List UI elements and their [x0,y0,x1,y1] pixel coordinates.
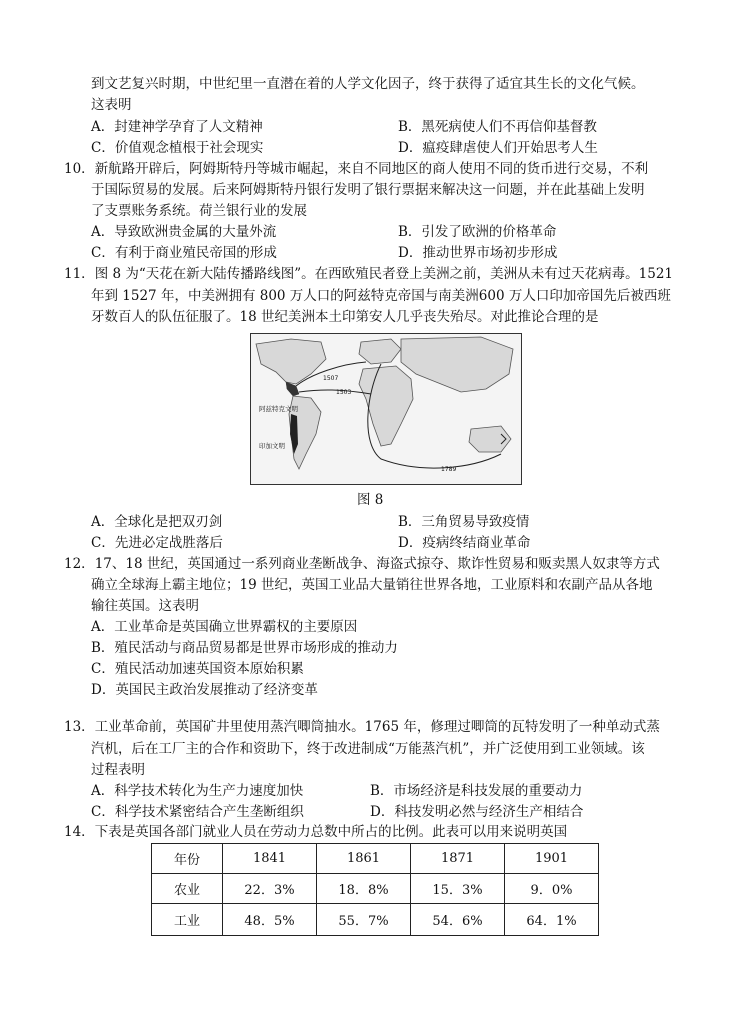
q10-option-b[interactable]: B．引发了欧洲的价格革命 [398,224,557,240]
table-cell: 48．5% [223,904,317,936]
q13-number: 13． [64,719,95,735]
table-cell: 18．8% [317,874,411,904]
figure-8-caption: 图 8 [357,492,384,508]
q13-option-a[interactable]: A．科学技术转化为生产力速度加快 [91,783,304,799]
q10-option-d[interactable]: D．推动世界市场初步形成 [398,245,558,261]
q13-option-b[interactable]: B．市场经济是科技发展的重要动力 [370,783,583,799]
q10-number: 10． [64,161,95,177]
table-header-cell: 1861 [317,844,411,874]
q12-text-line2: 确立全球海上霸主地位；19 世纪，英国工业品大量销往世界各地，工业原料和农副产品从各地 [91,577,653,593]
q10-text-line2: 于国际贸易的发展。后来阿姆斯特丹银行发明了银行票据来解决这一问题，并在此基础上发明 [91,182,645,198]
q10-option-a[interactable]: A．导致欧洲贵金属的大量外流 [91,224,277,240]
q12-text-line1: 17、18 世纪，英国通过一系列商业垄断战争、海盗式掠夺、欺诈性贸易和贩卖黑人奴隶等方式 [94,556,660,572]
table-cell: 64．1% [505,904,599,936]
q12-option-c[interactable]: C．殖民活动加速英国资本原始积累 [91,661,304,677]
q11-option-c[interactable]: C．先进必定战胜落后 [91,535,223,551]
q13-option-d[interactable]: D．科技发明必然与经济生产相结合 [370,804,584,820]
table-cell: 54．6% [411,904,505,936]
q13-stem-line1 [64,717,660,737]
table-cell: 55．7% [317,904,411,936]
q10-text-line3: 了支票账务系统。荷兰银行业的发展 [91,203,307,219]
q11-option-a[interactable]: A．全球化是把双刃剑 [91,514,223,530]
table-header-cell: 年份 [152,844,223,874]
q12-option-b[interactable]: B．殖民活动与商品贸易都是世界市场形成的推动力 [91,640,398,656]
table-cell: 工业 [152,904,223,936]
q9-option-d[interactable]: D．瘟疫肆虐使人们开始思考人生 [398,140,598,156]
map-label-1503: 1503 [336,389,352,396]
q13-option-c[interactable]: C．科学技术紧密结合产生垄断组织 [91,804,304,820]
q10-text-line1: 新航路开辟后，阿姆斯特丹等城市崛起，来自不同地区的商人使用不同的货币进行交易，不利 [94,161,649,177]
q11-text-line1: 图 8 为“天花在新大陆传播路线图”。在西欧殖民者登上美洲之前，美洲从未有过天花病毒。1521 [94,266,674,282]
q13-text-line2: 汽机，后在工厂主的合作和资助下，终于改进制成“万能蒸汽机”，并广泛使用到工业领域。该 [91,741,645,757]
world-map-graphic [251,334,521,484]
q11-stem-line1 [64,264,673,284]
q14-number: 14． [64,824,95,840]
q11-text-line2: 年到 1527 年，中美洲拥有 800 万人口的阿兹特克帝国与南美洲600 万人口印加帝国先后被西班 [91,288,671,304]
table-cell: 农业 [152,874,223,904]
table-header-row [152,844,599,874]
q9-option-b[interactable]: B．黑死病使人们不再信仰基督教 [398,119,597,135]
q13-text-line1: 工业革命前，英国矿井里使用蒸汽唧筒抽水。1765 年，修理过唧筒的瓦特发明了一种单动式蒸 [94,719,660,735]
table-header-cell: 1841 [223,844,317,874]
q11-text-line3: 牙数百人的队伍征服了。18 世纪美洲本土印第安人几乎丧失殆尽。对此推论合理的是 [91,309,599,325]
table-cell: 22．3% [223,874,317,904]
employment-ratio-table [151,843,599,936]
q9-text-line2: 这表明 [91,97,132,113]
map-label-1507: 1507 [323,375,339,382]
q12-option-a[interactable]: A．工业革命是英国确立世界霸权的主要原因 [91,619,358,635]
table-header-cell: 1901 [505,844,599,874]
q9-option-c[interactable]: C．价值观念植根于社会现实 [91,140,264,156]
q9-text-line1: 到文艺复兴时期，中世纪里一直潜在着的人学文化因子，终于获得了适宜其生长的文化气候。 [91,76,645,92]
smallpox-spread-map [250,333,522,485]
q12-text-line3: 输往英国。这表明 [91,598,199,614]
q13-text-line3: 过程表明 [91,762,145,778]
table-cell: 15．3% [411,874,505,904]
q11-option-d[interactable]: D．疫病终结商业革命 [398,535,531,551]
map-label-inca: 印加文明 [259,442,285,450]
q10-stem-line1 [64,159,648,179]
q12-number: 12． [64,556,95,572]
q12-stem-line1 [64,554,660,574]
table-row [152,904,599,936]
table-header-cell: 1871 [411,844,505,874]
q14-stem-line1 [64,822,567,842]
q11-option-b[interactable]: B．三角贸易导致疫情 [398,514,530,530]
q9-option-a[interactable]: A．封建神学孕育了人文精神 [91,119,263,135]
q14-text-line1: 下表是英国各部门就业人员在劳动力总数中所占的比例。此表可以用来说明英国 [94,824,568,840]
table-cell: 9．0% [505,874,599,904]
map-label-1789: 1789 [441,466,457,473]
q12-option-d[interactable]: D．英国民主政治发展推动了经济变革 [91,682,318,698]
q10-option-c[interactable]: C．有利于商业殖民帝国的形成 [91,245,277,261]
table-row [152,874,599,904]
map-label-aztec: 阿兹特克文明 [259,405,298,413]
q11-number: 11． [64,266,95,282]
